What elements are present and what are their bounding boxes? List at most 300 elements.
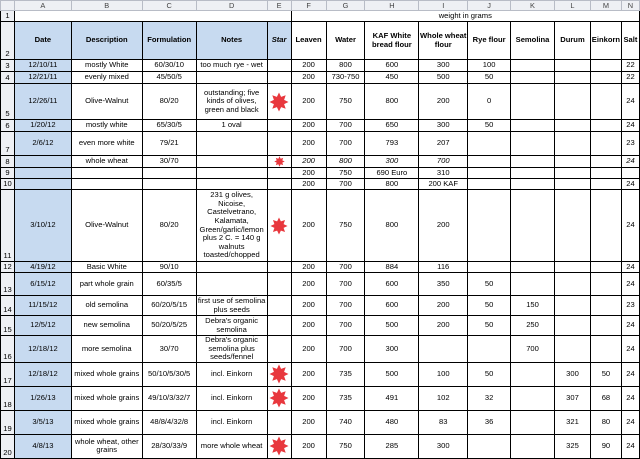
cell-leaven[interactable]: 200 <box>291 262 326 273</box>
cell-kaf[interactable]: 491 <box>365 386 419 410</box>
cell-whole[interactable]: 100 <box>419 362 468 386</box>
cell-water[interactable]: 700 <box>326 296 365 316</box>
cell-whole[interactable]: 300 <box>419 120 468 132</box>
cell-date[interactable]: 12/10/11 <box>14 60 71 72</box>
cell-star[interactable] <box>267 156 291 168</box>
header-star[interactable]: Star <box>267 22 291 60</box>
cell-semolina[interactable]: 250 <box>511 316 555 336</box>
cell-formulation[interactable] <box>142 168 196 179</box>
cell-einkorn[interactable] <box>590 296 621 316</box>
cell-formulation[interactable]: 49/10/3/32/7 <box>142 386 196 410</box>
cell-einkorn[interactable] <box>590 262 621 273</box>
cell-durum[interactable] <box>555 84 591 120</box>
cell-notes[interactable]: more whole wheat <box>196 434 267 458</box>
cell-rye[interactable] <box>468 132 511 156</box>
cell-durum[interactable] <box>555 190 591 262</box>
cell-semolina[interactable] <box>511 410 555 434</box>
cell-whole[interactable]: 200 <box>419 296 468 316</box>
row-number[interactable]: 18 <box>1 386 15 410</box>
cell-semolina[interactable] <box>511 168 555 179</box>
cell-kaf[interactable]: 800 <box>365 84 419 120</box>
cell-description[interactable]: old semolina <box>71 296 142 316</box>
cell-semolina[interactable] <box>511 386 555 410</box>
cell-whole[interactable]: 207 <box>419 132 468 156</box>
cell-water[interactable]: 735 <box>326 362 365 386</box>
cell-rye[interactable] <box>468 190 511 262</box>
cell-formulation[interactable]: 28/30/33/9 <box>142 434 196 458</box>
cell-water[interactable]: 700 <box>326 316 365 336</box>
cell-rye[interactable]: 50 <box>468 273 511 296</box>
cell-einkorn[interactable] <box>590 168 621 179</box>
cell-notes[interactable]: Debra's organic semolina plus seeds/fennel <box>196 336 267 363</box>
column-header-e[interactable]: E <box>267 1 291 11</box>
cell-description[interactable] <box>71 179 142 190</box>
cell-notes[interactable]: 1 oval <box>196 120 267 132</box>
cell-durum[interactable]: 307 <box>555 386 591 410</box>
cell-formulation[interactable]: 80/20 <box>142 84 196 120</box>
cell-semolina[interactable]: 150 <box>511 296 555 316</box>
cell-description[interactable]: mostly White <box>71 60 142 72</box>
cell-rye[interactable]: 50 <box>468 72 511 84</box>
cell-semolina[interactable] <box>511 72 555 84</box>
cell-salt[interactable]: 24 <box>621 262 639 273</box>
cell-kaf[interactable]: 800 <box>365 179 419 190</box>
cell-date[interactable] <box>14 179 71 190</box>
row-number[interactable]: 3 <box>1 60 15 72</box>
cell-leaven[interactable]: 200 <box>291 410 326 434</box>
cell-whole[interactable]: 310 <box>419 168 468 179</box>
cell-description[interactable]: mixed whole grains <box>71 362 142 386</box>
cell-semolina[interactable] <box>511 156 555 168</box>
row-number[interactable]: 14 <box>1 296 15 316</box>
cell-star[interactable] <box>267 84 291 120</box>
cell-durum[interactable] <box>555 168 591 179</box>
cell-semolina[interactable] <box>511 434 555 458</box>
cell-notes[interactable] <box>196 132 267 156</box>
cell-durum[interactable] <box>555 273 591 296</box>
row-number[interactable]: 6 <box>1 120 15 132</box>
cell-notes[interactable] <box>196 156 267 168</box>
cell-date[interactable]: 4/8/13 <box>14 434 71 458</box>
cell-description[interactable] <box>71 168 142 179</box>
cell-whole[interactable]: 102 <box>419 386 468 410</box>
cell-rye[interactable]: 50 <box>468 296 511 316</box>
row-number[interactable]: 4 <box>1 72 15 84</box>
cell-leaven[interactable]: 200 <box>291 120 326 132</box>
row-number[interactable]: 19 <box>1 410 15 434</box>
cell-notes[interactable]: incl. Einkorn <box>196 362 267 386</box>
cell-kaf[interactable]: 800 <box>365 190 419 262</box>
cell-leaven[interactable]: 200 <box>291 72 326 84</box>
column-header-b[interactable]: B <box>71 1 142 11</box>
cell-durum[interactable] <box>555 262 591 273</box>
cell-rye[interactable] <box>468 156 511 168</box>
cell-einkorn[interactable] <box>590 336 621 363</box>
cell-einkorn[interactable]: 68 <box>590 386 621 410</box>
cell-formulation[interactable]: 90/10 <box>142 262 196 273</box>
cell-leaven[interactable]: 200 <box>291 316 326 336</box>
row-number[interactable]: 5 <box>1 84 15 120</box>
row-number[interactable]: 13 <box>1 273 15 296</box>
cell-date[interactable]: 12/21/11 <box>14 72 71 84</box>
cell-whole[interactable]: 116 <box>419 262 468 273</box>
cell-leaven[interactable]: 200 <box>291 60 326 72</box>
cell-durum[interactable] <box>555 132 591 156</box>
cell-semolina[interactable] <box>511 132 555 156</box>
cell-description[interactable]: more semolina <box>71 336 142 363</box>
cell-notes[interactable] <box>196 72 267 84</box>
cell-star[interactable] <box>267 386 291 410</box>
cell-leaven[interactable]: 200 <box>291 336 326 363</box>
cell-salt[interactable]: 24 <box>621 434 639 458</box>
cell-description[interactable]: Olive-Walnut <box>71 190 142 262</box>
row-number[interactable]: 7 <box>1 132 15 156</box>
header-whole[interactable]: Whole wheat flour <box>419 22 468 60</box>
row-number[interactable]: 10 <box>1 179 15 190</box>
cell-durum[interactable] <box>555 120 591 132</box>
cell-einkorn[interactable]: 50 <box>590 362 621 386</box>
cell-date[interactable]: 3/10/12 <box>14 190 71 262</box>
cell-formulation[interactable]: 60/20/5/15 <box>142 296 196 316</box>
cell-kaf[interactable]: 500 <box>365 316 419 336</box>
cell-formulation[interactable]: 45/50/5 <box>142 72 196 84</box>
cell-durum[interactable] <box>555 60 591 72</box>
cell-star[interactable] <box>267 362 291 386</box>
cell-einkorn[interactable] <box>590 60 621 72</box>
cell-star[interactable] <box>267 296 291 316</box>
cell-kaf[interactable]: 650 <box>365 120 419 132</box>
cell-notes[interactable] <box>196 262 267 273</box>
cell-whole[interactable]: 700 <box>419 156 468 168</box>
row-number[interactable]: 15 <box>1 316 15 336</box>
cell-rye[interactable]: 36 <box>468 410 511 434</box>
cell-water[interactable]: 700 <box>326 273 365 296</box>
header-formulation[interactable]: Formulation <box>142 22 196 60</box>
header-einkorn[interactable]: Einkorn <box>590 22 621 60</box>
cell-durum[interactable] <box>555 156 591 168</box>
cell-description[interactable]: Olive-Walnut <box>71 84 142 120</box>
cell-description[interactable]: mixed whole grains <box>71 386 142 410</box>
cell-date[interactable]: 4/19/12 <box>14 262 71 273</box>
column-header-c[interactable]: C <box>142 1 196 11</box>
cell-leaven[interactable]: 200 <box>291 434 326 458</box>
cell-einkorn[interactable] <box>590 316 621 336</box>
cell-star[interactable] <box>267 179 291 190</box>
cell-water[interactable]: 800 <box>326 60 365 72</box>
cell-description[interactable]: mixed whole grains <box>71 410 142 434</box>
cell-star[interactable] <box>267 262 291 273</box>
cell-rye[interactable] <box>468 179 511 190</box>
cell-salt[interactable]: 22 <box>621 72 639 84</box>
cell-kaf[interactable]: 690 Euro <box>365 168 419 179</box>
cell-description[interactable]: even more white <box>71 132 142 156</box>
cell-kaf[interactable]: 300 <box>365 336 419 363</box>
cell-semolina[interactable] <box>511 262 555 273</box>
cell-date[interactable]: 11/15/12 <box>14 296 71 316</box>
cell-notes[interactable]: incl. Einkorn <box>196 386 267 410</box>
header-salt[interactable]: Salt <box>621 22 639 60</box>
cell-star[interactable] <box>267 168 291 179</box>
cell-notes[interactable]: 231 g olives, Nicoise, Castelvetrano, Kalamata, Green/garlic/lemon plus 2 C. = 140 g walnuts toasted/chopped <box>196 190 267 262</box>
cell-notes[interactable]: outstanding; five kinds of olives, green and black <box>196 84 267 120</box>
cell-kaf[interactable]: 793 <box>365 132 419 156</box>
row-number[interactable]: 2 <box>1 22 15 60</box>
cell-leaven[interactable]: 200 <box>291 156 326 168</box>
cell-whole[interactable]: 83 <box>419 410 468 434</box>
cell-leaven[interactable]: 200 <box>291 84 326 120</box>
cell-salt[interactable]: 24 <box>621 316 639 336</box>
row-number[interactable]: 16 <box>1 336 15 363</box>
cell-date[interactable]: 2/6/12 <box>14 132 71 156</box>
cell-einkorn[interactable] <box>590 179 621 190</box>
cell-star[interactable] <box>267 132 291 156</box>
cell-whole[interactable]: 300 <box>419 60 468 72</box>
cell-semolina[interactable] <box>511 190 555 262</box>
cell-leaven[interactable]: 200 <box>291 273 326 296</box>
cell-star[interactable] <box>267 410 291 434</box>
column-header-n[interactable]: N <box>621 1 639 11</box>
cell-kaf[interactable]: 450 <box>365 72 419 84</box>
cell-whole[interactable]: 500 <box>419 72 468 84</box>
cell-einkorn[interactable]: 90 <box>590 434 621 458</box>
cell-kaf[interactable]: 600 <box>365 273 419 296</box>
cell-notes[interactable]: too much rye - wet <box>196 60 267 72</box>
header-notes[interactable]: Notes <box>196 22 267 60</box>
cell-durum[interactable] <box>555 179 591 190</box>
cell-salt[interactable]: 23 <box>621 296 639 316</box>
cell-kaf[interactable]: 285 <box>365 434 419 458</box>
cell-star[interactable] <box>267 273 291 296</box>
cell-kaf[interactable]: 500 <box>365 362 419 386</box>
cell-date[interactable]: 12/18/12 <box>14 362 71 386</box>
cell-whole[interactable]: 200 <box>419 316 468 336</box>
cell-rye[interactable]: 32 <box>468 386 511 410</box>
cell-date[interactable]: 12/18/12 <box>14 336 71 363</box>
cell-star[interactable] <box>267 336 291 363</box>
cell-whole[interactable]: 350 <box>419 273 468 296</box>
cell-water[interactable]: 740 <box>326 410 365 434</box>
cell-durum[interactable] <box>555 316 591 336</box>
cell-description[interactable]: mostly white <box>71 120 142 132</box>
cell-star[interactable] <box>267 316 291 336</box>
cell-leaven[interactable]: 200 <box>291 296 326 316</box>
cell-notes[interactable]: incl. Einkorn <box>196 410 267 434</box>
cell-formulation[interactable]: 50/10/5/30/5 <box>142 362 196 386</box>
row-number[interactable]: 17 <box>1 362 15 386</box>
cell-star[interactable] <box>267 72 291 84</box>
cell-rye[interactable]: 50 <box>468 316 511 336</box>
cell-description[interactable]: new semolina <box>71 316 142 336</box>
cell-leaven[interactable]: 200 <box>291 132 326 156</box>
header-kaf[interactable]: KAF White bread flour <box>365 22 419 60</box>
column-header-j[interactable]: J <box>468 1 511 11</box>
cell-einkorn[interactable] <box>590 132 621 156</box>
cell-semolina[interactable]: 700 <box>511 336 555 363</box>
cell-whole[interactable]: 300 <box>419 434 468 458</box>
cell-leaven[interactable]: 200 <box>291 386 326 410</box>
header-durum[interactable]: Durum <box>555 22 591 60</box>
cell-semolina[interactable] <box>511 179 555 190</box>
cell-salt[interactable]: 24 <box>621 362 639 386</box>
cell-rye[interactable] <box>468 434 511 458</box>
cell-durum[interactable]: 300 <box>555 362 591 386</box>
cell-leaven[interactable]: 200 <box>291 179 326 190</box>
cell-kaf[interactable]: 300 <box>365 156 419 168</box>
column-header-m[interactable]: M <box>590 1 621 11</box>
cell-formulation[interactable]: 60/30/10 <box>142 60 196 72</box>
cell-date[interactable] <box>14 156 71 168</box>
cell-description[interactable]: whole wheat, other grains <box>71 434 142 458</box>
cell-kaf[interactable]: 480 <box>365 410 419 434</box>
cell-description[interactable]: Basic White <box>71 262 142 273</box>
cell-semolina[interactable] <box>511 120 555 132</box>
header-semolina[interactable]: Semolina <box>511 22 555 60</box>
cell-description[interactable]: whole wheat <box>71 156 142 168</box>
cell-formulation[interactable]: 65/30/5 <box>142 120 196 132</box>
cell-semolina[interactable] <box>511 362 555 386</box>
cell-notes[interactable]: first use of semolina plus seeds <box>197 295 266 314</box>
cell-notes[interactable]: Debra's organic semolina <box>196 316 267 336</box>
cell-water[interactable]: 700 <box>326 120 365 132</box>
cell-water[interactable]: 730-750 <box>326 72 365 84</box>
cell-salt[interactable]: 24 <box>621 190 639 262</box>
column-header-d[interactable]: D <box>196 1 267 11</box>
cell-durum[interactable] <box>555 296 591 316</box>
cell-rye[interactable]: 50 <box>468 362 511 386</box>
row-number[interactable]: 9 <box>1 168 15 179</box>
cell-description[interactable]: evenly mixed <box>71 72 142 84</box>
cell-salt[interactable]: 24 <box>621 179 639 190</box>
cell-salt[interactable]: 24 <box>621 156 639 168</box>
column-header-l[interactable]: L <box>555 1 591 11</box>
cell-rye[interactable] <box>468 168 511 179</box>
column-header-g[interactable]: G <box>326 1 365 11</box>
row-number[interactable]: 11 <box>1 190 15 262</box>
cell-water[interactable]: 750 <box>326 168 365 179</box>
cell-formulation[interactable]: 80/20 <box>142 190 196 262</box>
cell-salt[interactable] <box>621 168 639 179</box>
cell-description[interactable]: part whole grain <box>71 273 142 296</box>
column-header-f[interactable]: F <box>291 1 326 11</box>
cell-date[interactable]: 6/15/12 <box>14 273 71 296</box>
cell-whole[interactable]: 200 <box>419 190 468 262</box>
cell-durum[interactable] <box>555 72 591 84</box>
cell-notes[interactable] <box>196 179 267 190</box>
cell-date[interactable] <box>14 168 71 179</box>
row-number[interactable]: 1 <box>1 11 15 22</box>
cell-einkorn[interactable] <box>590 190 621 262</box>
cell-date[interactable]: 1/26/13 <box>14 386 71 410</box>
cell-leaven[interactable]: 200 <box>291 168 326 179</box>
cell-rye[interactable]: 0 <box>468 84 511 120</box>
cell-rye[interactable] <box>468 262 511 273</box>
cell-leaven[interactable]: 200 <box>291 190 326 262</box>
cell-salt[interactable]: 24 <box>621 120 639 132</box>
column-header-k[interactable]: K <box>511 1 555 11</box>
cell-notes[interactable] <box>196 168 267 179</box>
cell-durum[interactable]: 321 <box>555 410 591 434</box>
cell-water[interactable]: 700 <box>326 336 365 363</box>
cell-rye[interactable]: 100 <box>468 60 511 72</box>
cell-formulation[interactable]: 48/8/4/32/8 <box>142 410 196 434</box>
cell-formulation[interactable]: 30/70 <box>142 156 196 168</box>
cell-star[interactable] <box>267 60 291 72</box>
cell-date[interactable]: 1/20/12 <box>14 120 71 132</box>
header-date[interactable]: Date <box>14 22 71 60</box>
cell-einkorn[interactable] <box>590 273 621 296</box>
cell-date[interactable]: 12/26/11 <box>14 84 71 120</box>
cell-kaf[interactable]: 600 <box>365 60 419 72</box>
cell-water[interactable]: 800 <box>326 156 365 168</box>
cell-semolina[interactable] <box>511 60 555 72</box>
cell-star[interactable] <box>267 120 291 132</box>
cell-water[interactable]: 700 <box>326 262 365 273</box>
cell-star[interactable] <box>267 434 291 458</box>
cell-leaven[interactable]: 200 <box>291 362 326 386</box>
column-header-h[interactable]: H <box>365 1 419 11</box>
cell-salt[interactable]: 24 <box>621 84 639 120</box>
cell-formulation[interactable]: 60/35/5 <box>142 273 196 296</box>
cell-einkorn[interactable] <box>590 84 621 120</box>
cell-salt[interactable]: 24 <box>621 273 639 296</box>
cell-einkorn[interactable] <box>590 156 621 168</box>
cell-einkorn[interactable] <box>590 120 621 132</box>
cell-einkorn[interactable]: 80 <box>590 410 621 434</box>
cell-salt[interactable]: 24 <box>621 386 639 410</box>
cell-formulation[interactable] <box>142 179 196 190</box>
column-header-a[interactable]: A <box>14 1 71 11</box>
cell-durum[interactable]: 325 <box>555 434 591 458</box>
cell-salt[interactable]: 23 <box>621 132 639 156</box>
cell-salt[interactable]: 22 <box>621 60 639 72</box>
cell-formulation[interactable]: 50/20/5/25 <box>142 316 196 336</box>
cell-semolina[interactable] <box>511 273 555 296</box>
cell-formulation[interactable]: 79/21 <box>142 132 196 156</box>
cell-kaf[interactable]: 600 <box>365 296 419 316</box>
row-number[interactable]: 8 <box>1 156 15 168</box>
cell-formulation[interactable]: 30/70 <box>142 336 196 363</box>
header-leaven[interactable]: Leaven <box>291 22 326 60</box>
row-number[interactable]: 12 <box>1 262 15 273</box>
cell-star[interactable] <box>267 190 291 262</box>
cell-whole[interactable]: 200 KAF <box>419 179 468 190</box>
cell-durum[interactable] <box>555 336 591 363</box>
cell-water[interactable]: 700 <box>326 132 365 156</box>
cell-notes[interactable] <box>196 273 267 296</box>
cell-water[interactable]: 750 <box>326 190 365 262</box>
header-water[interactable]: Water <box>326 22 365 60</box>
cell-date[interactable]: 3/5/13 <box>14 410 71 434</box>
weight-header[interactable]: weight in grams <box>291 11 639 22</box>
cell-kaf[interactable]: 884 <box>365 262 419 273</box>
cell-water[interactable]: 750 <box>326 84 365 120</box>
row-number[interactable]: 20 <box>1 434 15 458</box>
cell-rye[interactable] <box>468 336 511 363</box>
cell-einkorn[interactable] <box>590 72 621 84</box>
header-rye[interactable]: Rye flour <box>468 22 511 60</box>
select-all-corner[interactable] <box>1 1 15 11</box>
cell-water[interactable]: 750 <box>326 434 365 458</box>
cell-rye[interactable]: 50 <box>468 120 511 132</box>
cell-date[interactable]: 12/5/12 <box>14 316 71 336</box>
cell-blank[interactable] <box>14 11 291 22</box>
cell-salt[interactable]: 24 <box>621 336 639 363</box>
header-description[interactable]: Description <box>71 22 142 60</box>
cell-whole[interactable] <box>419 336 468 363</box>
cell-water[interactable]: 735 <box>326 386 365 410</box>
cell-semolina[interactable] <box>511 84 555 120</box>
cell-salt[interactable]: 24 <box>621 410 639 434</box>
